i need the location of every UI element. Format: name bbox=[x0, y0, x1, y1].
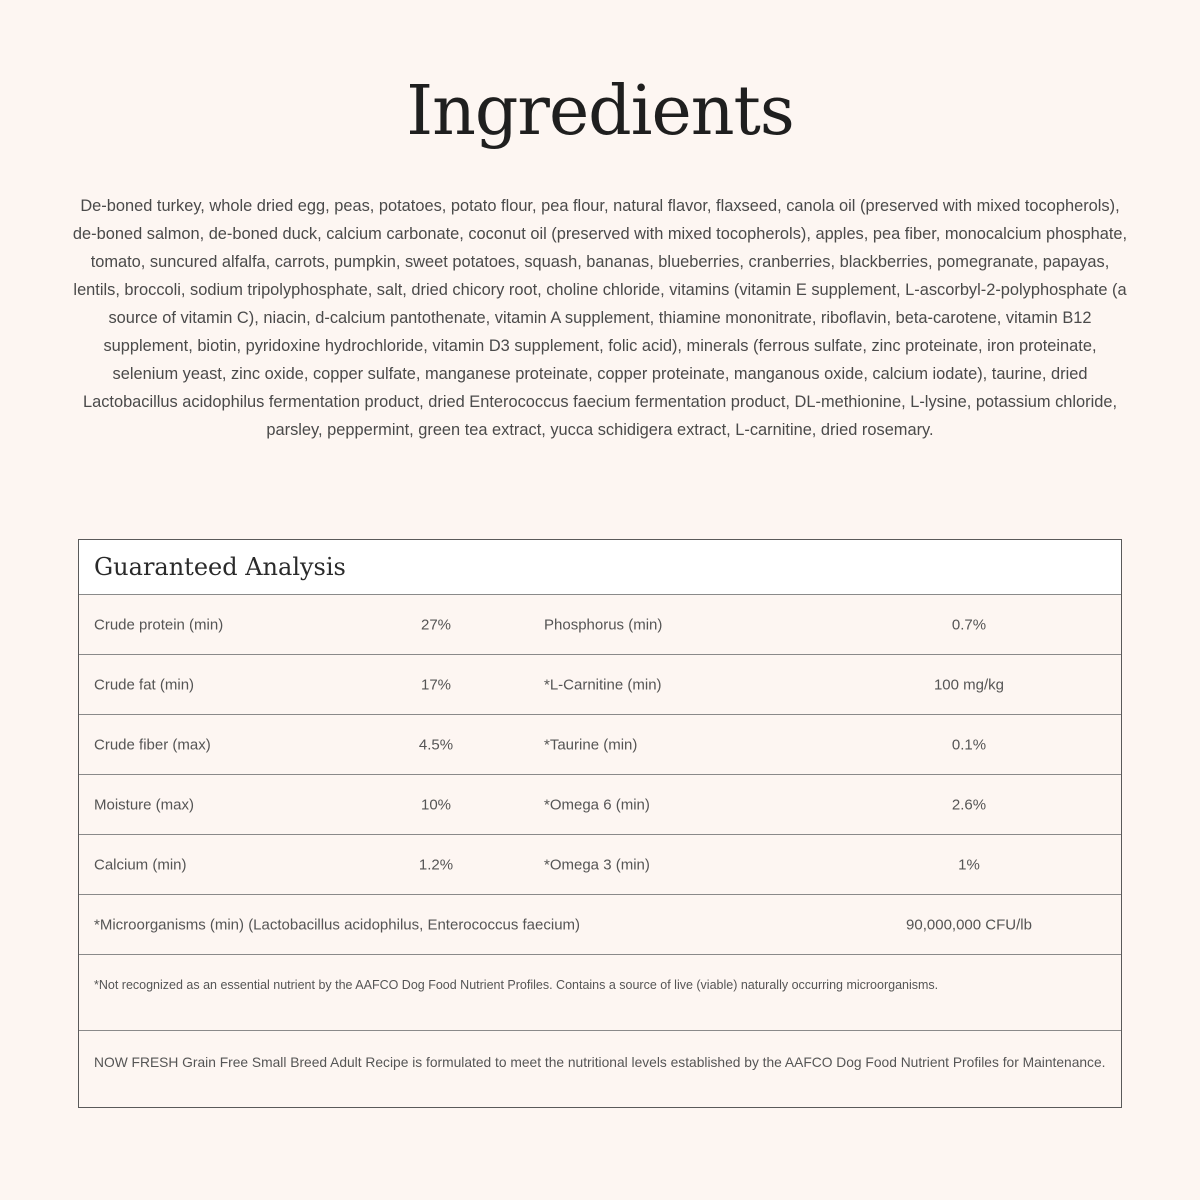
nutrient-value: 2.6% bbox=[951, 796, 987, 813]
nutrient-label: *Taurine (min) bbox=[544, 736, 638, 753]
nutrient-value: 1% bbox=[958, 856, 980, 873]
nutrient-value: 10% bbox=[420, 796, 452, 813]
guaranteed-analysis-table bbox=[78, 539, 1122, 1108]
page-title: Ingredients bbox=[406, 72, 794, 151]
nutrient-label: Phosphorus (min) bbox=[544, 616, 663, 633]
nutrient-label: *L-Carnitine (min) bbox=[544, 676, 662, 693]
table-row bbox=[79, 835, 1121, 895]
nutrient-label: *Omega 3 (min) bbox=[544, 856, 650, 873]
nutrient-label: Crude fiber (max) bbox=[94, 736, 211, 753]
microorganisms-value: 90,000,000 CFU/lb bbox=[906, 916, 1032, 933]
table-row bbox=[79, 715, 1121, 775]
table-row bbox=[79, 775, 1121, 835]
nutrient-value: 27% bbox=[420, 616, 452, 633]
nutrient-value: 4.5% bbox=[418, 736, 454, 753]
table-row bbox=[79, 595, 1121, 655]
nutrient-value: 1.2% bbox=[418, 856, 454, 873]
guaranteed-analysis-heading: Guaranteed Analysis bbox=[79, 540, 1121, 595]
nutrient-label: *Omega 6 (min) bbox=[544, 796, 650, 813]
nutrient-label: Crude protein (min) bbox=[94, 616, 224, 633]
aafco-statement: NOW FRESH Grain Free Small Breed Adult Recipe is formulated to meet the nutritional levels established by the AAFCO Dog Food Nutrient Profiles for Maintenance. bbox=[94, 1055, 1106, 1070]
table-row bbox=[79, 655, 1121, 715]
ingredients-list: De-boned turkey, whole dried egg, peas, potatoes, potato flour, pea flour, natural flavor, flaxseed, canola oil (preserved with mixed tocopherols), de-boned salmon, de-boned duck, calcium carbonate, coconut oil (preserved with mixed tocopherols), apples, pea fiber, monocalcium phosphate, tomato, suncured alfalfa, carrots, pumpkin, sweet potatoes, squash, bananas, blueberries, cranberries, blackberries, pomegranate, papayas, lentils, broccoli, sodium tripolyphosphate, salt, dried chicory root, choline chloride, vitamins (vitamin E supplement, L-ascorbyl-2-polyphosphate (a source of vitamin C), niacin, d-calcium pantothenate, vitamin A supplement, thiamine mononitrate, riboflavin, beta-carotene, vitamin B12 supplement, biotin, pyridoxine hydrochloride, vitamin D3 supplement, folic acid), minerals (ferrous sulfate, zinc proteinate, iron proteinate, selenium yeast, zinc oxide, copper sulfate, manganese proteinate, copper proteinate, manganous oxide, calcium iodate), taurine, dried Lactobacillus acidophilus fermentation product, dried Enterococcus faecium fermentation product, DL-methionine, L-lysine, potassium chloride, parsley, peppermint, green tea extract, yucca schidigera extract, L-carnitine, dried rosemary. bbox=[72, 197, 1128, 439]
nutrient-value: 0.7% bbox=[951, 616, 987, 633]
microorganisms-label: *Microorganisms (min) (Lactobacillus acidophilus, Enterococcus faecium) bbox=[94, 916, 581, 933]
nutrient-value: 100 mg/kg bbox=[933, 676, 1005, 693]
nutrient-label: Moisture (max) bbox=[94, 796, 195, 813]
nutrient-label: Crude fat (min) bbox=[94, 676, 195, 693]
nutrient-value: 0.1% bbox=[951, 736, 987, 753]
nutrient-value: 17% bbox=[420, 676, 452, 693]
footnote: *Not recognized as an essential nutrient by the AAFCO Dog Food Nutrient Profiles. Contains a source of live (viable) naturally occurring microorganisms. bbox=[79, 955, 1121, 1031]
nutrient-label: Calcium (min) bbox=[94, 856, 187, 873]
microorganisms-row bbox=[79, 895, 1121, 955]
